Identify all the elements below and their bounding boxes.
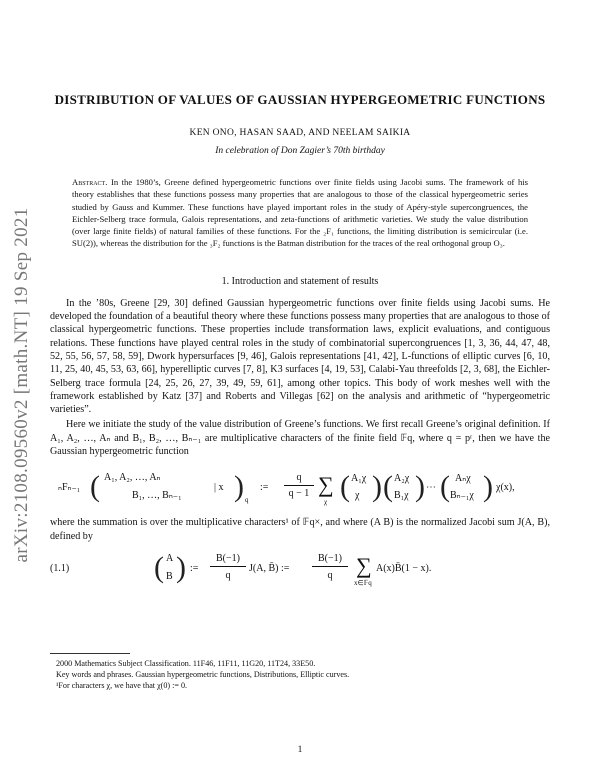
section-heading xyxy=(50,276,550,287)
eq1-top-row: A₁, A₂, …, Aₙ xyxy=(104,472,161,484)
equation-hypergeometric-definition xyxy=(50,466,550,512)
eq1-frac-bar xyxy=(284,485,314,486)
footnote-rule xyxy=(50,653,130,654)
eq1-variable: | x xyxy=(214,482,224,494)
eq1-t3-open: ( xyxy=(440,470,450,504)
eq2-frac1-num: B(−1) xyxy=(216,552,240,564)
eq1-t3-close: ) xyxy=(483,470,493,504)
eq1-t2-open: ( xyxy=(383,470,393,504)
eq1-frac-den: q − 1 xyxy=(288,488,310,500)
arxiv-stamp xyxy=(8,195,36,575)
eq1-defeq: := xyxy=(260,482,269,494)
eq1-t1-open: ( xyxy=(340,470,350,504)
abstract-label: Abstract. xyxy=(72,177,108,187)
footnote-keywords: Key words and phrases. Gaussian hypergeometric functions, Distributions, Elliptic curves. xyxy=(56,670,350,679)
eq1-t2-bot: B₁χ xyxy=(394,490,409,502)
eq2-sum-sign: ∑ xyxy=(356,552,372,578)
page-number: 1 xyxy=(297,745,303,755)
eq2-frac2-bar xyxy=(312,566,348,567)
eq1-t3-top: Aₙχ xyxy=(455,473,471,485)
abstract-text: In the 1980’s, Greene defined hypergeometric functions over finite fields using Jacobi sums. The framework of his theory establishes that these functions possess many properties that are analogous to those of the classical hypergeometric series studied by Gauss and Kummer. These functions have played important roles in the study of Apéry-style supercongruences, the Eichler-Selberg trace formula, Galois representations, and zeta-functions of arithmetic varieties. We study the value distribution (over large finite fields) of natural families of these functions. For the ₂F₁ functions, the limiting distribution is semicircular (i.e. SU(2)), whereas the distribution for the ₃F₂ functions is the Batman distribution for the traces of the real orthogonal group O₃. xyxy=(72,177,528,249)
eq1-frac-num: q xyxy=(296,472,302,484)
section-heading-text: 1. Introduction and statement of results xyxy=(221,275,379,287)
eq2-close-paren: ) xyxy=(176,550,186,584)
intro-paragraph-1: In the ’80s, Greene [29, 30] defined Gaussian hypergeometric functions over finite fields using Jacobi sums. He developed the foundation of a beautiful theory where these functions possess many properties that are analogous to those of classical hypergeometric functions. These properties include transformation laws, explicit evaluations, and contiguous relations. These functions have played central roles in the study of combinatorial supercongruences [1, 3, 36, 44, 47, 48, 52, 55, 56, 57, 58, 59], Dwork hypersurfaces [9, 46], Galois representations [41, 42], L-functions of elliptic curves [6, 10, 11, 25, 40, 45, 53, 63, 66], hyperelliptic curves [7, 8], K3 surfaces [4, 19, 53], Calabi-Yau threefolds [2, 3, 68], the Eichler-Selberg trace formula [24, 25, 26, 27, 39, 49, 59, 61], among other topics. This body of work meshes well with the framework established by Katz [37] and Roberts and Villegas [62] on the analysis and arithmetic of “hypergeometric varieties”. xyxy=(50,297,550,416)
eq1-dots: ⋯ xyxy=(426,482,436,494)
eq2-lhs-bot: B xyxy=(166,570,173,582)
author-list: KEN ONO, HASAN SAAD, AND NEELAM SAIKIA xyxy=(189,128,411,138)
eq2-middle: J(A, B̄) := xyxy=(249,562,290,574)
intro-paragraph-2: Here we initiate the study of the value distribution of Greene’s functions. We first recall Greene’s original definition. If A₁, A₂, …, Aₙ and B₁, B₂, …, Bₙ₋₁ are multiplicative characters of the finite field 𝔽q, where q = pʳ, then we have the Gaussian hypergeometric function xyxy=(50,419,550,458)
eq2-frac1-bar xyxy=(210,566,246,567)
page-body xyxy=(50,92,550,589)
eq1-sum-index: χ xyxy=(324,498,328,507)
footnote-msc: 2000 Mathematics Subject Classification. 11F46, 11F11, 11G20, 11T24, 33E50. xyxy=(56,659,316,668)
footnote-1: ¹For characters χ, we have that χ(0) := 0. xyxy=(56,681,188,690)
paper-title: DISTRIBUTION OF VALUES OF GAUSSIAN HYPERGEOMETRIC FUNCTIONS xyxy=(54,92,546,107)
abstract xyxy=(72,176,528,250)
intro-paragraph-3: where the summation is over the multiplicative characters¹ of 𝔽q×, and where (A B) is the normalized Jacobi sum J(A, B), defined by xyxy=(50,517,550,542)
eq1-t3-bot: Bₙ₋₁χ xyxy=(450,490,474,502)
eq1-t1-top: A₁χ xyxy=(351,473,367,485)
eq1-tail: χ(x), xyxy=(496,482,515,494)
eq2-open-paren: ( xyxy=(154,550,164,584)
eq2-lhs-top: A xyxy=(166,552,174,564)
eq2-frac2-den: q xyxy=(327,569,333,581)
eq1-t2-close: ) xyxy=(415,470,425,504)
eq1-subscript: q xyxy=(245,496,249,505)
footnotes xyxy=(50,653,550,691)
eq1-open-paren: ( xyxy=(90,470,100,504)
eq1-close-paren: ) xyxy=(234,470,244,504)
eq2-sum-index: x∈𝔽q xyxy=(354,578,372,587)
eq1-t1-bot: χ xyxy=(355,490,360,502)
dedication: In celebration of Don Zagier’s 70th birthday xyxy=(215,146,385,156)
eq1-bottom-row: B₁, …, Bₙ₋₁ xyxy=(132,490,182,502)
eq1-lhs: ₙFₙ₋₁ xyxy=(58,482,81,494)
arxiv-stamp-text: arXiv:2108.09560v2 [math.NT] 19 Sep 2021 xyxy=(11,207,32,563)
eq1-sum-sign: ∑ xyxy=(318,472,334,498)
eq2-defeq: := xyxy=(190,562,199,574)
eq2-frac1-den: q xyxy=(225,569,231,581)
eq1-t1-close: ) xyxy=(372,470,382,504)
equation-1-1-jacobi-sum xyxy=(50,549,550,589)
eq2-tail: A(x)B̄(1 − x). xyxy=(376,562,432,574)
eq1-t2-top: A₂χ xyxy=(394,473,410,485)
eq2-label: (1.1) xyxy=(50,562,70,574)
eq2-frac2-num: B(−1) xyxy=(318,552,342,564)
